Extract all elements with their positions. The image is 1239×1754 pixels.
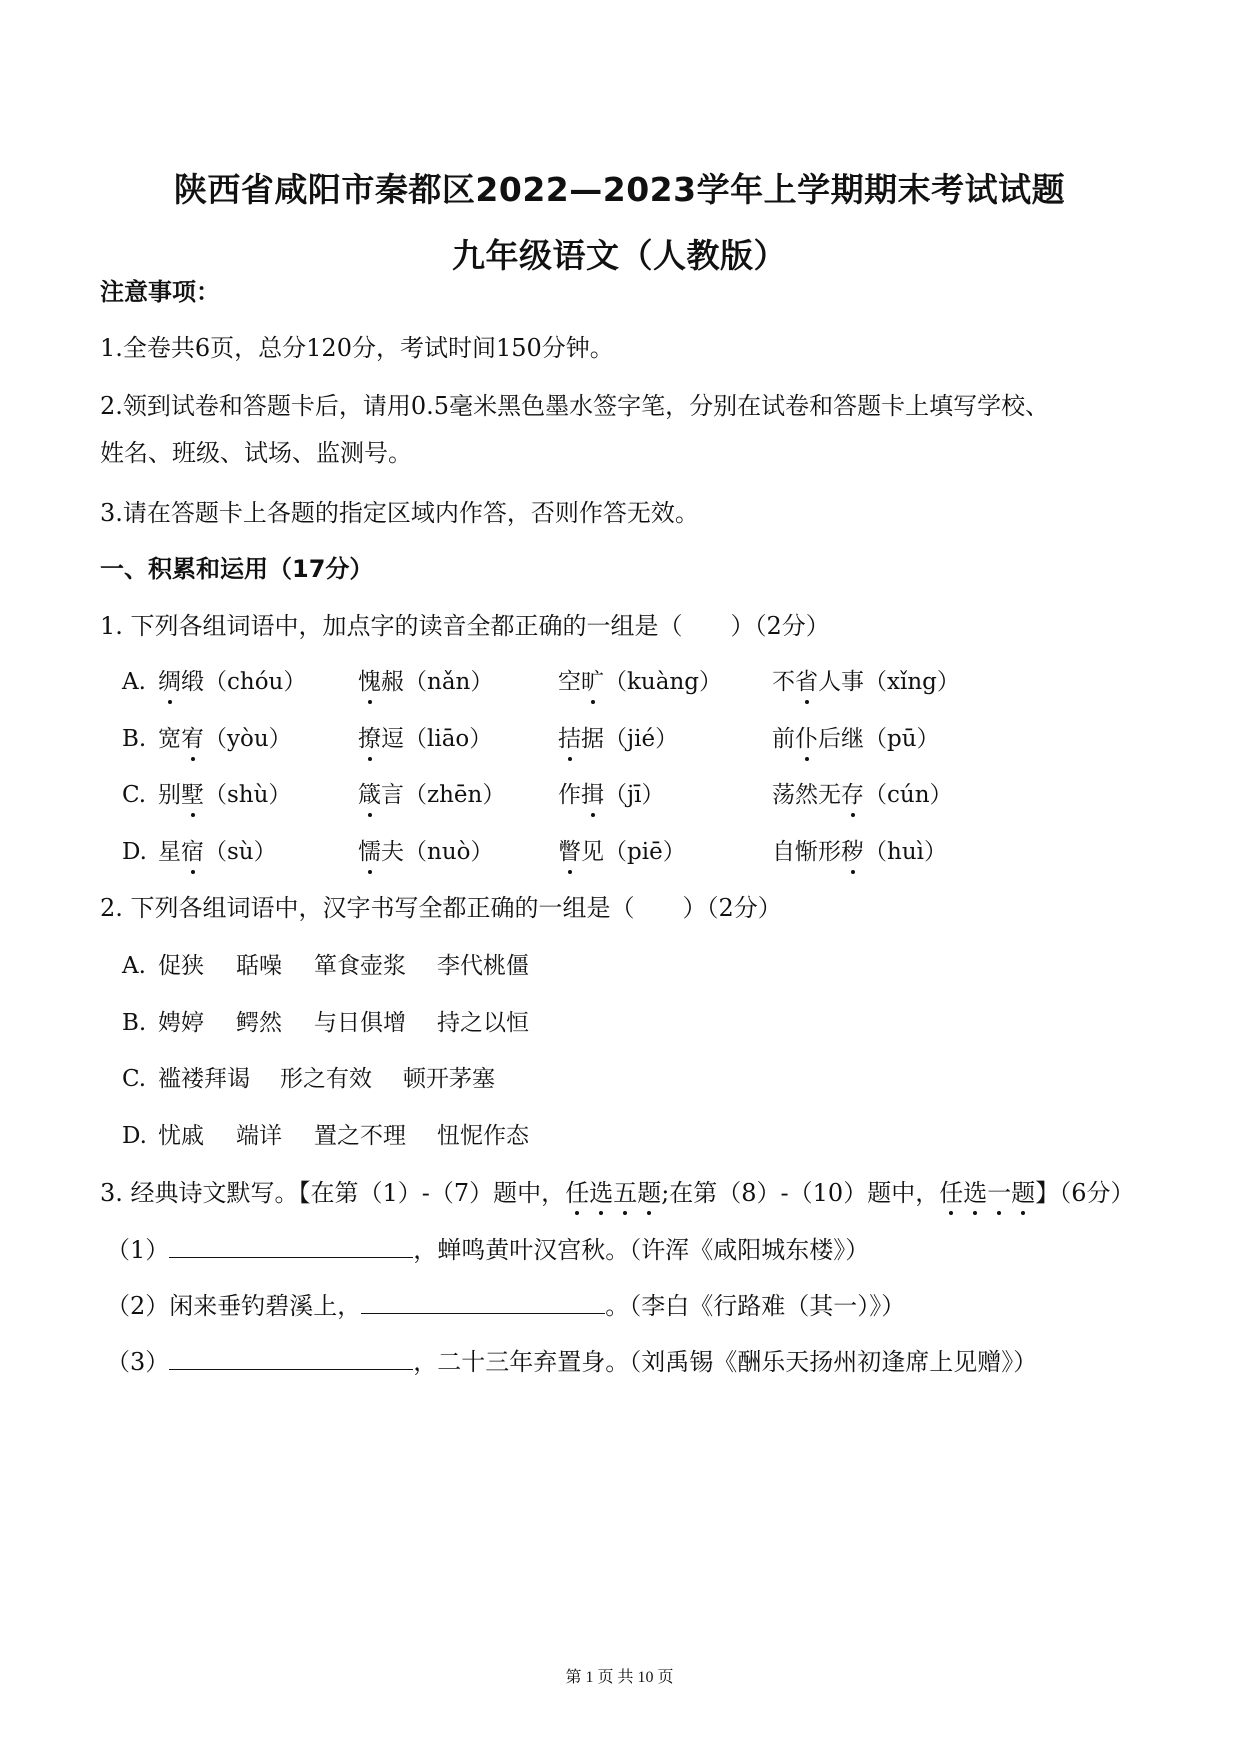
option-word: 形之有效 — [280, 1066, 372, 1092]
notice-item: 2.领到试卷和答题卡后，请用0.5毫米黑色墨水签字笔，分别在试卷和答题卡上填写学校、 — [100, 392, 1050, 420]
option-word: 持之以恒 — [437, 1010, 529, 1036]
word-part: 自惭形 — [772, 839, 841, 865]
option-letter: A. — [122, 953, 146, 979]
item-number: （1） — [106, 1236, 170, 1264]
word-part: （huì） — [864, 839, 947, 865]
word-part: （cún） — [864, 782, 953, 808]
exam-title: 陕西省咸阳市秦都区2022—2023学年上学期期末考试试题 — [173, 170, 1066, 209]
word-part: 前 — [772, 726, 795, 752]
option-word: 聒噪 — [236, 953, 282, 979]
option-word: 褴褛拜谒 — [158, 1066, 250, 1092]
word-part: 人事（xǐng） — [818, 669, 960, 695]
q3-item-2 — [106, 1290, 905, 1322]
dotted-character: 五 — [613, 1179, 638, 1207]
item-text: 闲来垂钓碧溪上， — [169, 1292, 362, 1320]
option-word: 忧戚 — [158, 1123, 204, 1149]
option-word: 鳄然 — [236, 1010, 282, 1036]
word-part: 空 — [558, 669, 581, 695]
option-word — [558, 779, 665, 811]
word-part: （shù） — [204, 782, 292, 808]
dotted-character: 宿 — [181, 836, 204, 868]
word-part: 见（piē） — [581, 839, 686, 865]
item-text: ，二十三年弃置身。（刘禹锡《酬乐天扬州初逢席上见赠》） — [413, 1348, 1038, 1376]
q2-stem: 2. 下列各组词语中，汉字书写全都正确的一组是（ ）（2分） — [100, 894, 782, 922]
option-word — [158, 779, 291, 811]
option-word — [558, 723, 678, 755]
option-word — [772, 666, 960, 698]
option-letter: B. — [122, 1010, 147, 1036]
option-word — [772, 836, 947, 868]
option-letter: B. — [122, 726, 147, 752]
word-part: 星 — [158, 839, 181, 865]
word-part: 赧（nǎn） — [381, 669, 494, 695]
answer-blank[interactable] — [169, 1235, 413, 1258]
dotted-character: 箴 — [358, 779, 381, 811]
dotted-character: 瞥 — [558, 836, 581, 868]
dotted-character: 仆 — [795, 723, 818, 755]
word-part: 缎（chóu） — [181, 669, 307, 695]
option-word: 娉婷 — [158, 1010, 204, 1036]
word-part: （yòu） — [204, 726, 292, 752]
word-part: 荡然无 — [772, 782, 841, 808]
word-part: 言（zhēn） — [381, 782, 506, 808]
item-text: 。（李白《行路难（其一）》） — [605, 1292, 906, 1320]
dotted-character: 撩 — [358, 723, 381, 755]
dotted-character: 任 — [939, 1179, 964, 1207]
exam-subtitle: 九年级语文（人教版） — [452, 236, 787, 275]
option-word — [772, 779, 953, 811]
dotted-character: 选 — [589, 1179, 614, 1207]
q1-stem: 1. 下列各组词语中，加点字的读音全都正确的一组是（ ）（2分） — [100, 612, 830, 640]
word-part: 夫（nuò） — [381, 839, 494, 865]
q3-item-3 — [106, 1346, 1037, 1378]
option-word — [558, 836, 686, 868]
option-letter: D. — [122, 839, 147, 865]
notice-item: 3.请在答题卡上各题的指定区域内作答，否则作答无效。 — [100, 499, 699, 527]
item-text: ，蝉鸣黄叶汉宫秋。（许浑《咸阳城东楼》） — [413, 1236, 870, 1264]
word-part: 据（jié） — [581, 726, 679, 752]
option-word: 顿开茅塞 — [403, 1066, 495, 1092]
dotted-character: 拮 — [558, 723, 581, 755]
option-word — [558, 666, 722, 698]
answer-blank[interactable] — [361, 1291, 605, 1314]
option-word: 端详 — [236, 1123, 282, 1149]
notice-item: 1.全卷共6页，总分120分，考试时间150分钟。 — [100, 334, 614, 362]
q3-item-1 — [106, 1234, 869, 1266]
option-word — [772, 723, 940, 755]
option-letter: A. — [122, 669, 146, 695]
option-word: 箪食壶浆 — [314, 953, 406, 979]
word-part: （sù） — [204, 839, 277, 865]
dotted-character: 秽 — [841, 836, 864, 868]
dotted-character: 一 — [987, 1179, 1012, 1207]
dotted-character: 旷 — [581, 666, 604, 698]
option-word — [158, 836, 277, 868]
option-word: 忸怩作态 — [437, 1123, 529, 1149]
word-part: （jī） — [604, 782, 665, 808]
q3-stem-part: 3. 经典诗文默写。【在第（1）-（7）题中， — [100, 1179, 566, 1207]
option-word: 与日俱增 — [314, 1010, 406, 1036]
option-letter: C. — [122, 1066, 147, 1092]
option-letter: D. — [122, 1123, 147, 1149]
word-part: （kuàng） — [604, 669, 722, 695]
word-part: 作 — [558, 782, 581, 808]
dotted-character: 墅 — [181, 779, 204, 811]
option-word — [358, 836, 493, 868]
item-number: （2） — [106, 1292, 170, 1320]
dotted-character: 存 — [841, 779, 864, 811]
notice-heading: 注意事项： — [100, 278, 220, 306]
dotted-character: 绸 — [158, 666, 181, 698]
dotted-character: 揖 — [581, 779, 604, 811]
dotted-character: 任 — [565, 1179, 590, 1207]
q3-emphasis-2 — [939, 1179, 1035, 1207]
dotted-character: 选 — [963, 1179, 988, 1207]
word-part: 后继（pū） — [818, 726, 940, 752]
word-part: 别 — [158, 782, 181, 808]
word-part: 逗（liāo） — [381, 726, 493, 752]
q3-emphasis-1 — [565, 1179, 661, 1207]
option-word: 促狭 — [158, 953, 204, 979]
option-letter: C. — [122, 782, 147, 808]
page-footer: 第 1 页 共 10 页 — [565, 1669, 674, 1686]
q3-stem — [100, 1177, 1134, 1209]
dotted-character: 懦 — [358, 836, 381, 868]
dotted-character: 题 — [637, 1179, 662, 1207]
dotted-character: 宥 — [181, 723, 204, 755]
dotted-character: 省 — [795, 666, 818, 698]
q3-stem-part: ;在第（8）-（10）题中， — [661, 1179, 940, 1207]
option-word — [358, 723, 492, 755]
section-heading: 一、积累和运用（17分） — [100, 555, 374, 583]
option-word — [158, 666, 306, 698]
dotted-character: 题 — [1011, 1179, 1036, 1207]
word-part: 宽 — [158, 726, 181, 752]
q3-stem-part: 】（6分） — [1035, 1179, 1135, 1207]
notice-item: 姓名、班级、试场、监测号。 — [100, 439, 412, 467]
option-word — [158, 723, 292, 755]
dotted-character: 愧 — [358, 666, 381, 698]
option-word — [358, 666, 493, 698]
option-word: 置之不理 — [314, 1123, 406, 1149]
option-word — [358, 779, 505, 811]
word-part: 不 — [772, 669, 795, 695]
item-number: （3） — [106, 1348, 170, 1376]
option-word: 李代桃僵 — [437, 953, 529, 979]
answer-blank[interactable] — [169, 1347, 413, 1370]
